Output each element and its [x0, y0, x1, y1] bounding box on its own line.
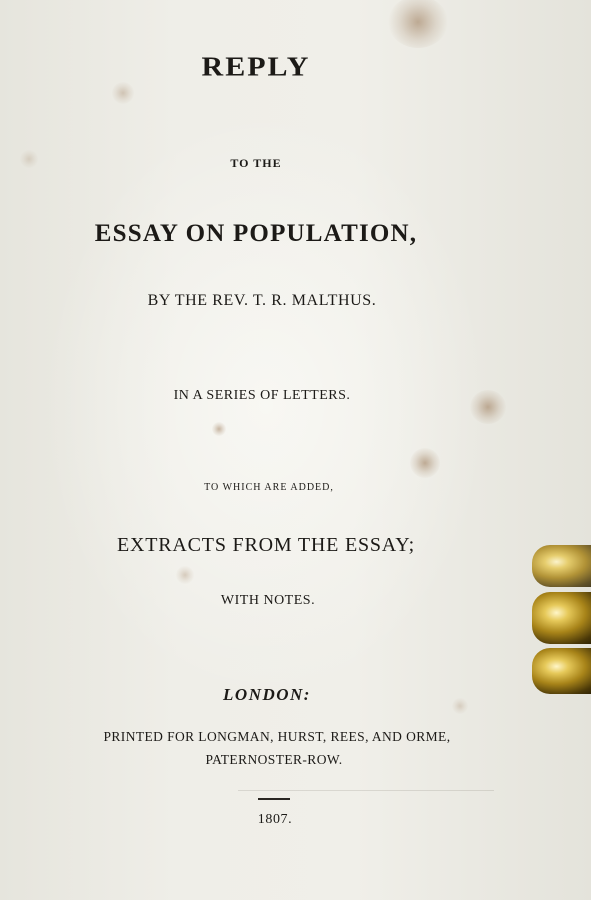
foxing-stain — [212, 422, 226, 436]
author-line: BY THE REV. T. R. MALTHUS. — [147, 292, 377, 309]
added-line: TO WHICH ARE ADDED, — [204, 482, 334, 493]
essay-title: ESSAY ON POPULATION, — [94, 220, 418, 247]
series-line: IN A SERIES OF LETTERS. — [173, 388, 351, 403]
foxing-stain — [410, 448, 440, 478]
imprint-printer: PRINTED FOR LONGMAN, HURST, REES, AND ORME, — [103, 729, 451, 744]
imprint-city: LONDON: — [223, 685, 311, 704]
imprint-year: 1807. — [257, 812, 293, 827]
brass-clasp-middle — [532, 592, 591, 644]
imprint-address: PATERNOSTER-ROW. — [205, 752, 343, 767]
notes-line: WITH NOTES. — [220, 593, 316, 608]
foxing-stain — [388, 0, 448, 48]
extracts-line: EXTRACTS FROM THE ESSAY; — [117, 534, 415, 556]
brass-clasp-top — [532, 545, 591, 587]
foxing-stain — [176, 566, 194, 584]
to-the-line: TO THE — [230, 156, 282, 170]
book-title: REPLY — [201, 51, 311, 82]
brass-clasp-bottom — [532, 648, 591, 694]
foxing-stain — [112, 82, 134, 104]
imprint-rule — [258, 798, 290, 800]
bleed-through-rule — [238, 790, 494, 791]
